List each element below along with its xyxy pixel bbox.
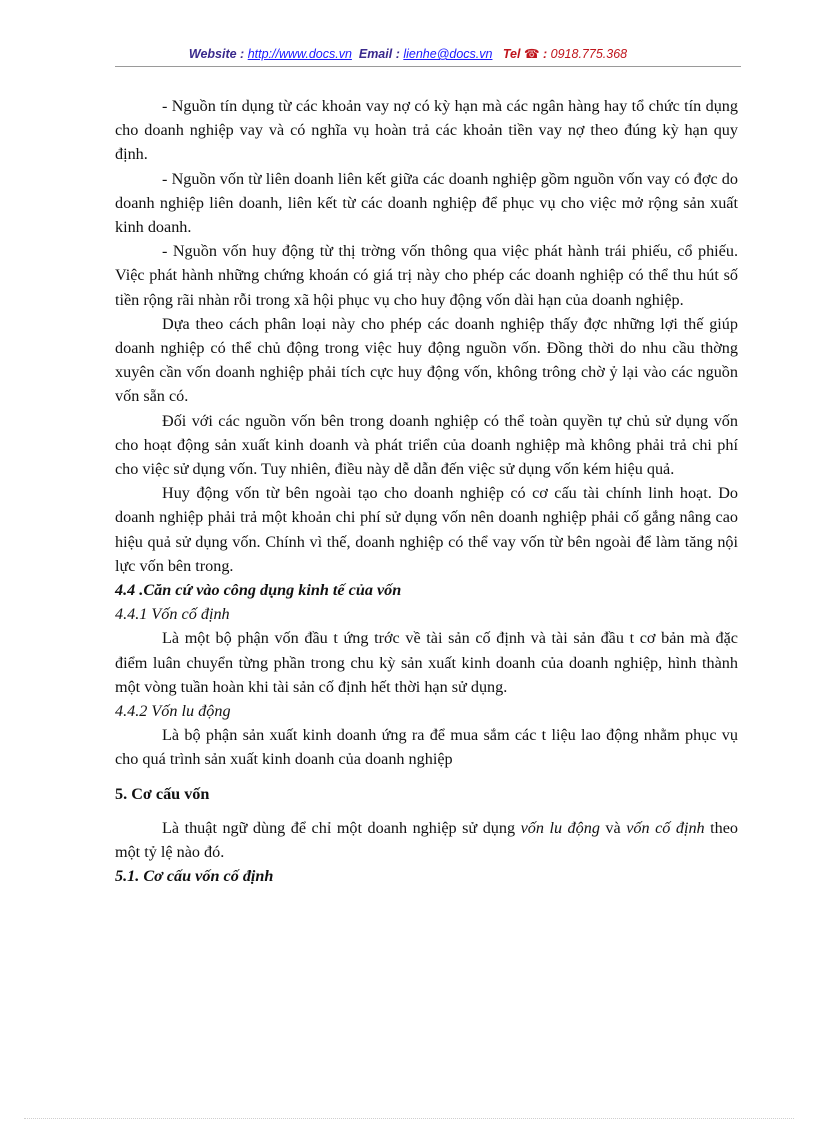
cs-term-fixed-capital: vốn cố định bbox=[626, 818, 705, 837]
paragraph-external-sources: Huy động vốn từ bên ngoài tạo cho doanh nghiệp có cơ cấu tài chính linh hoạt. Do doanh nghiệp phải trả một khoản chi phí sử dụng vốn nên doanh nghiệp phải cố gắng nâng cao hiệu quả sử dụng vốn. Chính vì thế, doanh nghiệp có thể vay vốn từ bên ngoài để làm tăng nội lực vốn bên trong. bbox=[115, 484, 738, 575]
tel-value: 0918.775.368 bbox=[550, 47, 628, 61]
email-link[interactable]: lienhe@docs.vn bbox=[403, 47, 493, 61]
heading-4-4-1: 4.4.1 Vốn cố định bbox=[115, 605, 230, 624]
paragraph-fixed-capital: Là một bộ phận vốn đầu t ứng trớc về tài sản cố định và tài sản đầu t cơ bản mà đặc điểm luân chuyển từng phần trong chu kỳ sản xuất kinh doanh của doanh nghiệp, hình thành một vòng tuần hoàn khi tài sản cố định hết thời hạn sử dụng. bbox=[115, 629, 738, 696]
paragraph-capital-structure bbox=[115, 816, 738, 864]
website-label: Website : bbox=[188, 47, 248, 61]
cs-text-mid: và bbox=[599, 818, 627, 837]
paragraph-classification: Dựa theo cách phân loại này cho phép các doanh nghiệp thấy đợc những lợi thế giúp doanh nghiệp có thể chủ động trong việc huy động nguồn vốn. Đồng thời do nhu cầu thờng xuyên cần vốn doanh nghiệp phải tích cực huy động vốn, không trông chờ ỷ lại vào các nguồn vốn sẵn có. bbox=[115, 314, 738, 406]
paragraph-credit-source: - Nguồn tín dụng từ các khoản vay nợ có kỳ hạn mà các ngân hàng hay tổ chức tín dụng cho doanh nghiệp vay và có nghĩa vụ hoàn trả các khoản tiền vay nợ theo đúng kỳ hạn quy định. bbox=[115, 97, 738, 164]
page-header bbox=[0, 46, 816, 61]
cs-text-start: Là thuật ngữ dùng để chỉ một doanh nghiệp sử dụng bbox=[162, 818, 521, 837]
document-body bbox=[115, 94, 738, 889]
heading-4-4: 4.4 .Căn cứ vào công dụng kinh tế của vốn bbox=[115, 581, 402, 600]
heading-4-4-2: 4.4.2 Vốn lu động bbox=[115, 702, 231, 721]
email-label: Email bbox=[358, 47, 393, 61]
email-separator: : bbox=[392, 47, 404, 61]
heading-5: 5. Cơ cấu vốn bbox=[115, 784, 210, 803]
footer-dotted-line bbox=[24, 1118, 794, 1119]
paragraph-internal-sources: Đối với các nguồn vốn bên trong doanh nghiệp có thể toàn quyền tự chủ sử dụng vốn cho hoạt động sản xuất kinh doanh và phát triển của doanh nghiệp mà không phải trả chi phí cho việc sử dụng vốn. Tuy nhiên, điều này dễ dẫn đến việc sử dụng vốn kém hiệu quả. bbox=[115, 411, 738, 479]
cs-term-working-capital: vốn lu động bbox=[520, 818, 600, 837]
paragraph-market-source: - Nguồn vốn huy động từ thị trờng vốn thông qua việc phát hành trái phiếu, cổ phiếu. Việc phát hành những chứng khoán có giá trị này cho phép các doanh nghiệp có thể thu hút số tiền rộng rãi nhàn rỗi trong xã hội phục vụ cho huy động vốn dài hạn của doanh nghiệp. bbox=[115, 242, 738, 309]
paragraph-working-capital: Là bộ phận sản xuất kinh doanh ứng ra để mua sắm các t liệu lao động nhằm phục vụ cho quá trình sản xuất kinh doanh của doanh nghiệp bbox=[115, 726, 738, 769]
tel-label: Tel ☎ : bbox=[502, 47, 551, 61]
website-link[interactable]: http://www.docs.vn bbox=[247, 47, 352, 61]
header-divider bbox=[115, 66, 741, 67]
cs-text-end: theo một tỷ lệ nào đó. bbox=[115, 818, 739, 862]
heading-5-1: 5.1. Cơ cấu vốn cố định bbox=[115, 867, 274, 886]
paragraph-joint-venture-source: - Nguồn vốn từ liên doanh liên kết giữa các doanh nghiệp gồm nguồn vốn vay có đợc do doanh nghiệp liên doanh, liên kết từ các doanh nghiệp để phục vụ cho việc mở rộng sản xuất kinh doanh. bbox=[115, 169, 738, 237]
